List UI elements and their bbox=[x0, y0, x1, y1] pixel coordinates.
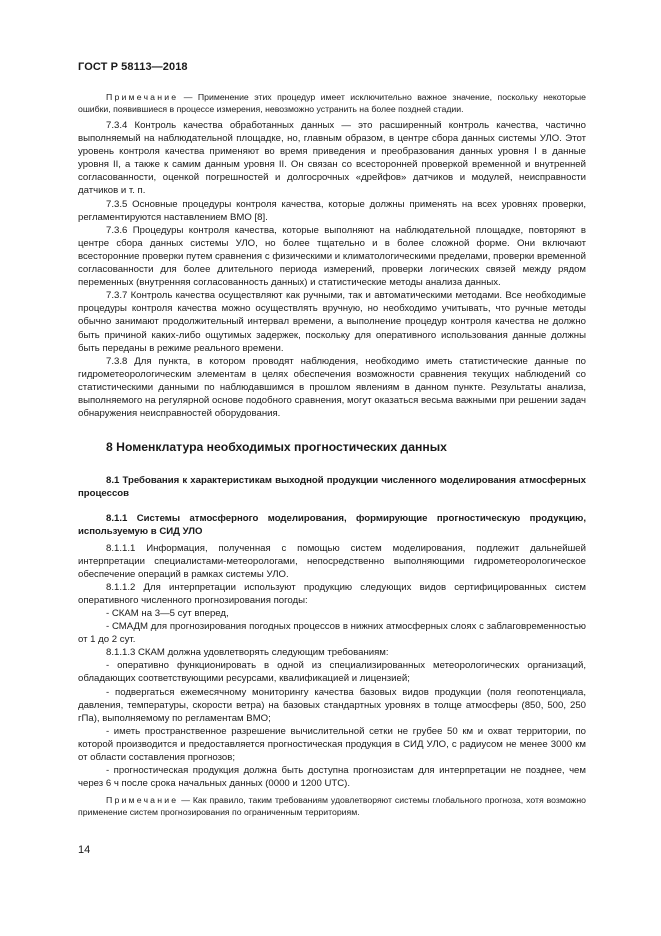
list-item: - СКАМ на 3—5 сут вперед, bbox=[106, 608, 229, 619]
note-label: Примечание bbox=[106, 795, 179, 806]
list-item: - СМАДМ для прогнозирования погодных процессов в нижних атмосферных слоях с заблаговременностью от 1 до 2 сут. bbox=[78, 621, 586, 646]
page-number: 14 bbox=[78, 844, 91, 856]
subsection-8-1-heading: 8.1 Требования к характеристикам выходной продукции численного моделирования атмосферных процессов bbox=[78, 475, 586, 500]
section-8-heading: 8 Номенклатура необходимых прогностических данных bbox=[106, 440, 447, 455]
note-2 bbox=[78, 794, 586, 818]
document-header: ГОСТ Р 58113—2018 bbox=[78, 61, 188, 73]
subsection-8-1-1-heading: 8.1.1 Системы атмосферного моделирования, формирующие прогностическую продукцию, используемую в СИД УЛО bbox=[78, 513, 586, 538]
paragraph-7-3-8: 7.3.8 Для пункта, в котором проводят наблюдения, необходимо иметь статистические данные по гидрометеорологическим элементам в целях обеспечения возможности сравнения текущих наблюдений со статистическими данными по наблюдавшимся в прошлом явлениям в данном пункте. Результаты анализа, выполняемого на регулярной основе подобного сравнения, могут оказаться весьма важными при решении задач обнаружения неисправностей оборудования. bbox=[78, 355, 586, 420]
list-item: - прогностическая продукция должна быть доступна прогнозистам для интерпретации не позднее, чем через 6 ч после срока начальных данных (0000 и 1200 UTC). bbox=[78, 765, 586, 790]
list-item: - оперативно функционировать в одной из специализированных метеорологических организаций, обладающих соответствующими ресурсами, квалификацией и лицензией; bbox=[78, 660, 586, 685]
paragraph-7-3-4: 7.3.4 Контроль качества обработанных данных — это расширенный контроль качества, частично выполняемый на наблюдательной площадке, но, главным образом, в центре сбора данных системы УЛО. Этот уровень контроля качества применяют во время приведения и преобразования данных уровня I в данные уровня II, а также к самим данным уровня II. Он связан со всесторонней проверкой временной и внутренней согласованности, оценкой погрешностей и долгосрочных «дрейфов» датчиков и модулей, неисправности датчиков и т. п. bbox=[78, 120, 586, 197]
paragraph-7-3-5: 7.3.5 Основные процедуры контроля качества, которые должны применять на всех уровнях проверки, регламентируются наставлением ВМО [8]. bbox=[78, 198, 586, 223]
paragraph-7-3-6: 7.3.6 Процедуры контроля качества, которые выполняют на наблюдательной площадке, повторяют в центре сбора данных системы УЛО, но более тщательно и в более сложной форме. Они включают всесторонние проверки путем сравнения с физическими и климатологическими пределами, проверки временной согласованности для более длительного периода измерений, проверки логических связей между рядом переменных (внутренняя согласованность данных) и статистические методы анализа данных. bbox=[78, 224, 586, 289]
list-item: - иметь пространственное разрешение вычислительной сетки не грубее 50 км и охват территории, по которой производится и предоставляется прогностическая продукция в СИД УЛО, с радиусом не менее 3000 км от области составления прогнозов; bbox=[78, 725, 586, 764]
paragraph-8-1-1-3: 8.1.1.3 СКАМ должна удовлетворять следующим требованиям: bbox=[106, 647, 389, 659]
paragraph-7-3-7: 7.3.7 Контроль качества осуществляют как ручными, так и автоматическими методами. Все необходимые процедуры контроля качества можно осуществлять вручную, но необходимо учитывать, что ручные методы обычно занимают продолжительный интервал времени, а выполнение процедур контроля качества не должно быть причиной каких-либо ощутимых задержек, поскольку для оперативного использования данные должны быть переданы в режиме реального времени. bbox=[78, 290, 586, 354]
note-label: Примечание bbox=[106, 92, 179, 102]
paragraph-8-1-1-1: 8.1.1.1 Информация, полученная с помощью систем моделирования, подлежит дальнейшей интерпретации специалистами-метеорологами, непосредственно выполняющими гидрометеорологическое обеспечение операций в рамках системы УЛО. bbox=[78, 542, 586, 580]
list-item: - подвергаться ежемесячному мониторингу качества базовых видов продукции (поля геопотенциала, давления, температуры, скорости ветра) на базовых стандартных уровнях в толще атмосферы (850, 500, 250 гПа), выполняемому по регламентам ВМО; bbox=[78, 686, 586, 724]
document-body bbox=[78, 91, 586, 818]
paragraph-8-1-1-2: 8.1.1.2 Для интерпретации используют продукцию следующих видов сертифицированных систем оперативного численного прогнозирования погоды: bbox=[78, 581, 586, 606]
note-1 bbox=[78, 91, 586, 115]
note-text: — Применение этих процедур имеет исключительно важное значение, поскольку некоторые ошибки, появившиеся в процессе измерения, невозможно устранить на более поздней стадии. bbox=[78, 92, 586, 114]
note-text: — Как правило, таким требованиям удовлетворяют системы глобального прогноза, хотя возможно применение систем прогнозирования по ограниченным территориям. bbox=[78, 795, 586, 818]
